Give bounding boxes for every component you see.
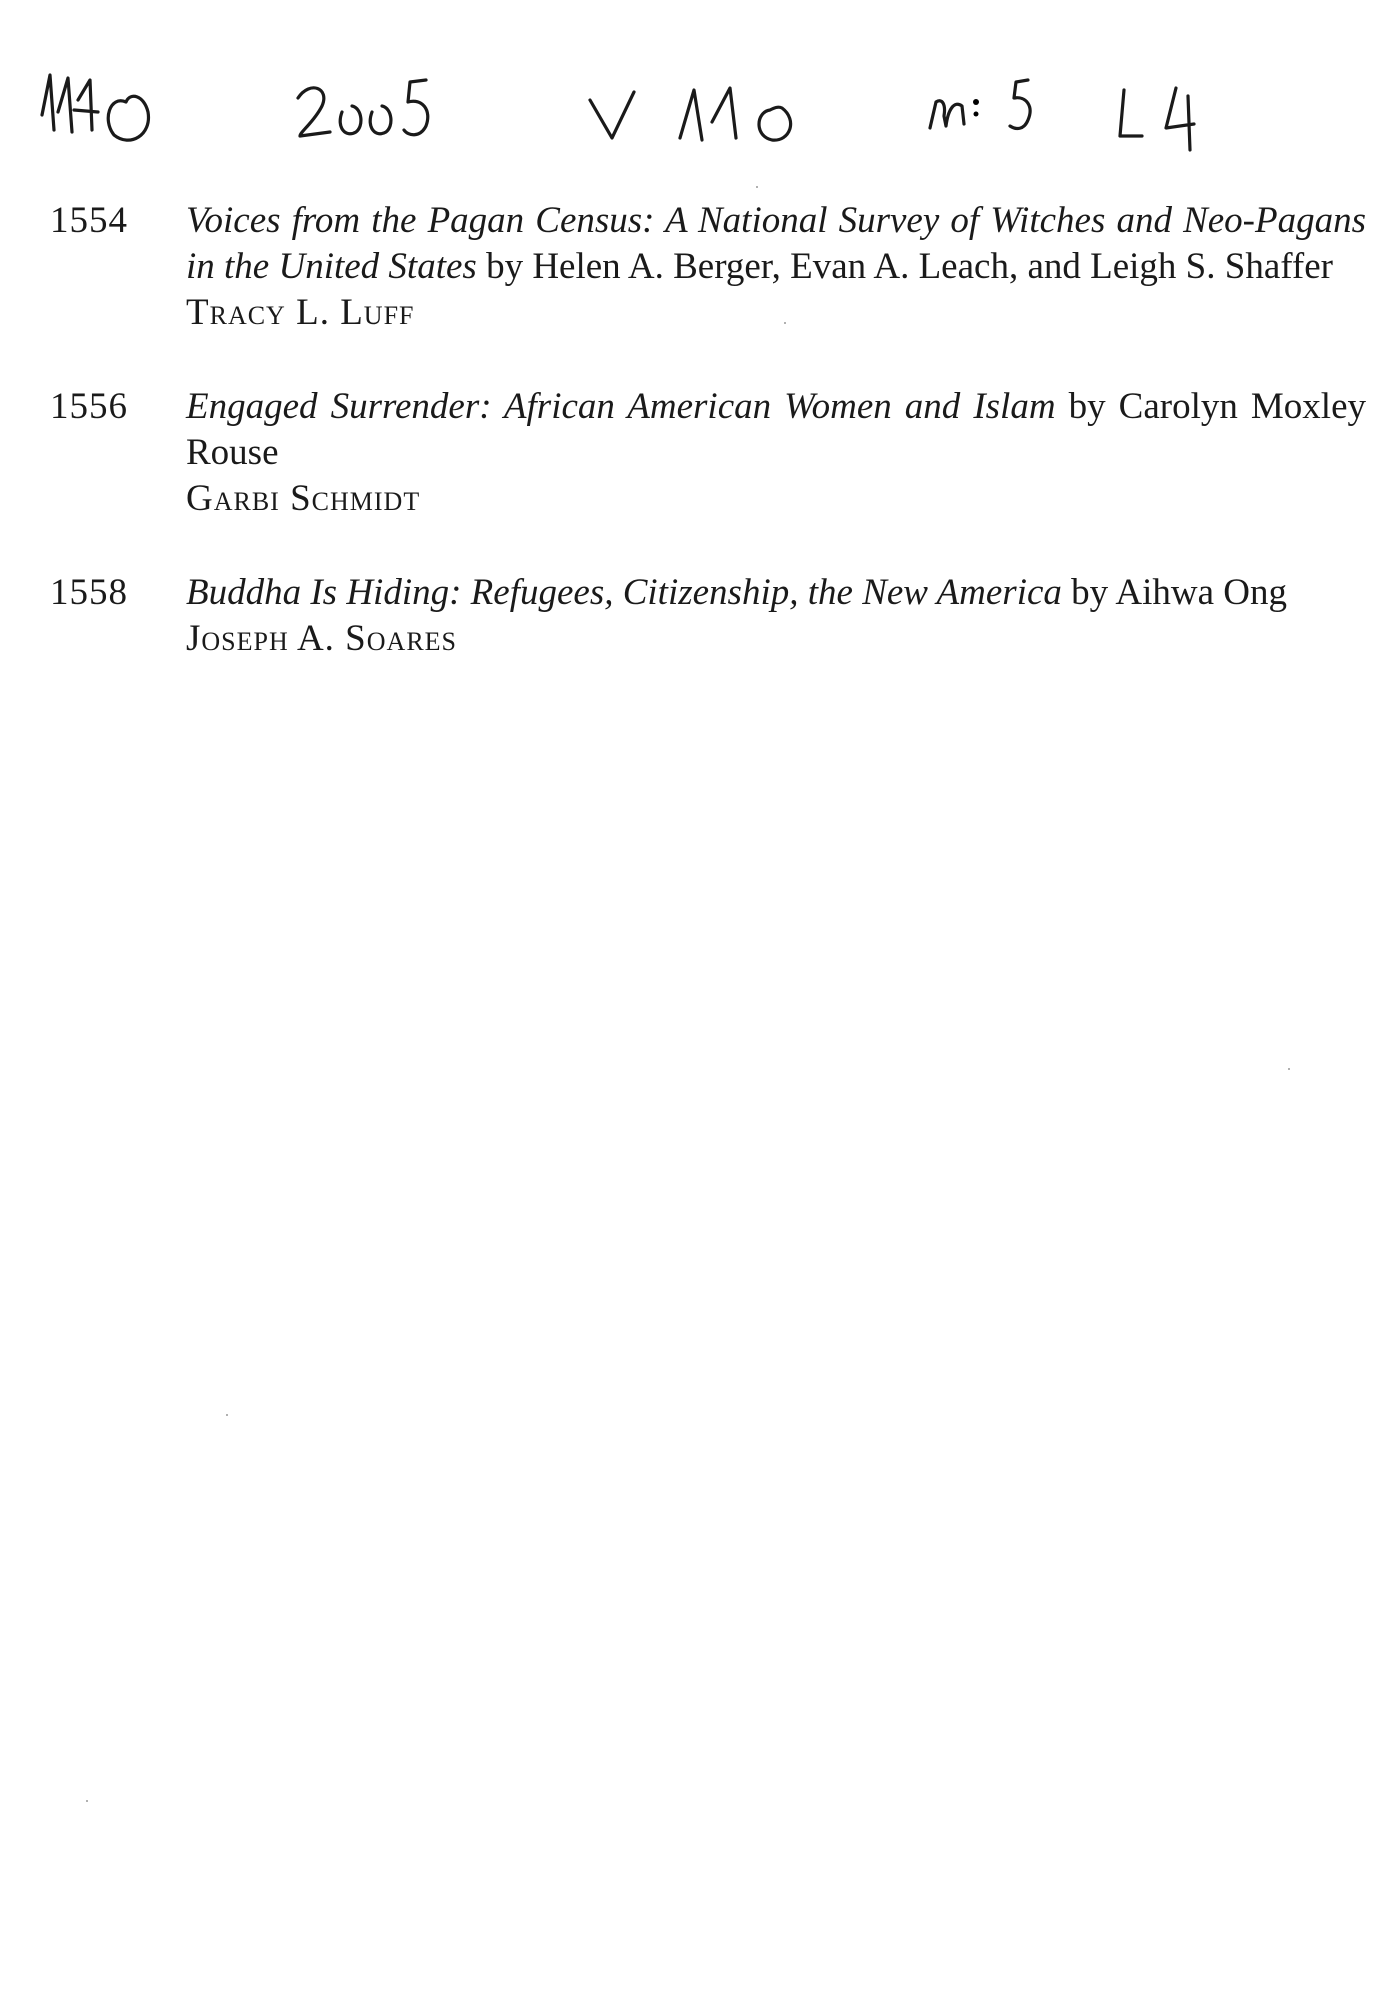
entry-body — [186, 570, 1366, 662]
review-entry — [50, 570, 1366, 662]
reviewer-name: Tracy L. Luff — [186, 292, 415, 333]
handwriting-drawing — [30, 40, 1330, 160]
book-title: Voices from the Pagan Census: A National Survey of Witches and Neo-Pagans in the United States — [186, 200, 1366, 287]
reviewer-name: Joseph A. Soares — [186, 618, 457, 659]
by-connector: by — [476, 246, 533, 287]
book-authors: Carolyn Moxley Rouse — [186, 386, 1367, 473]
page-number: 1554 — [50, 200, 128, 241]
review-list — [50, 198, 1366, 710]
by-connector: by — [1055, 386, 1119, 427]
entry-body — [186, 198, 1366, 336]
handwritten-annotation — [30, 40, 1330, 160]
book-authors: Helen A. Berger, Evan A. Leach, and Leigh S. Shaffer — [532, 246, 1333, 287]
book-authors: Aihwa Ong — [1115, 572, 1287, 613]
entry-body — [186, 384, 1366, 522]
scan-speck — [756, 186, 758, 188]
review-entry — [50, 384, 1366, 522]
review-entry — [50, 198, 1366, 336]
scan-speck — [226, 1414, 228, 1416]
page-number: 1556 — [50, 386, 128, 427]
book-title: Buddha Is Hiding: Refugees, Citizenship, the New America — [186, 572, 1062, 613]
scan-speck — [86, 1800, 88, 1802]
scan-speck — [1288, 1068, 1290, 1070]
scan-speck — [784, 322, 786, 324]
page-number: 1558 — [50, 572, 128, 613]
book-title: Engaged Surrender: African American Women and Islam — [186, 386, 1056, 427]
reviewer-name: Garbi Schmidt — [186, 478, 421, 519]
by-connector: by — [1061, 572, 1116, 613]
